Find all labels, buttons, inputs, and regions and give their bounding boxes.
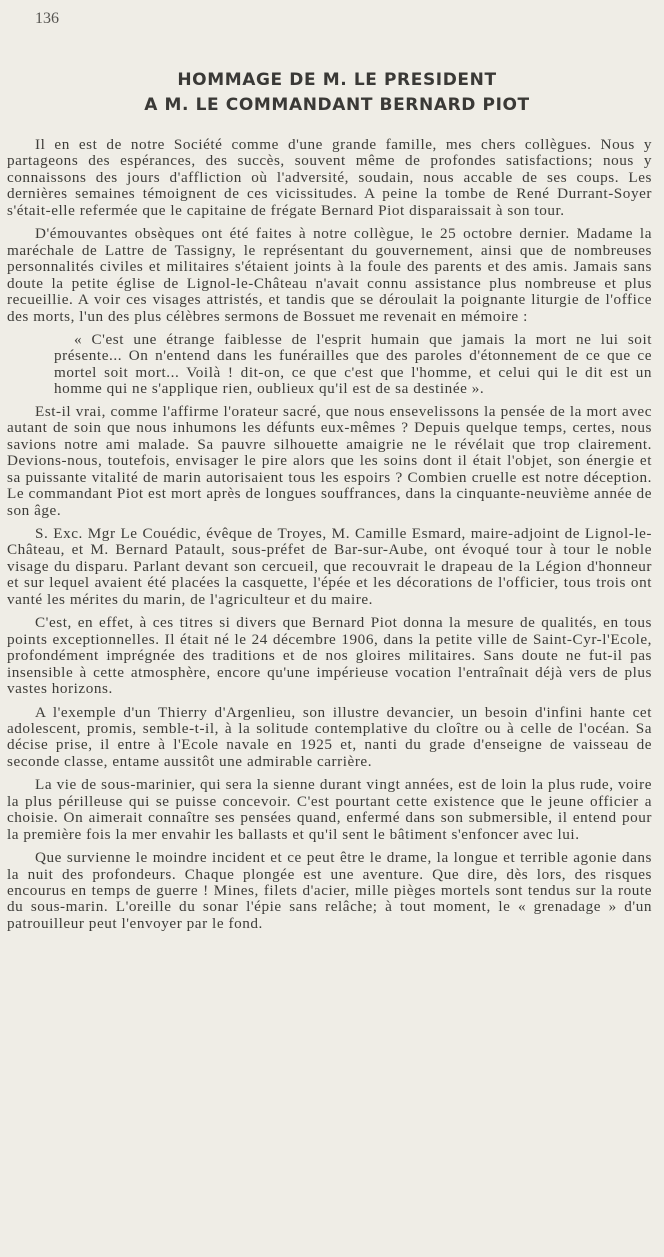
paragraph: Que survienne le moindre incident et ce peut être le drame, la longue et terrible agonie dans la nuit des profondeurs. Chaque plongée est une aventure. Que dire, dès lors, des risques encourus en temps de guerre ! Mines, filets d'acier, mille pièges mortels sont tendus sur la route du sous-marin. L'oreille du sonar l'épie sans relâche; à tout moment, le « grenadage » d'un patrouilleur peut l'envoyer par le fond. xyxy=(7,849,652,932)
paragraph: C'est, en effet, à ces titres si divers que Bernard Piot donna la mesure de qualités, en tous points exceptionnelles. Il était né le 24 décembre 1906, dans la petite ville de Saint-Cyr-l'Ecole, profondément imprégnée des traditions et de nos gloires militaires. Sans doute ne fut-il pas insensible à cette atmosphère, encore qu'une impérieuse vocation l'entraînait déjà vers de plus vastes horizons. xyxy=(7,614,652,698)
paragraph: S. Exc. Mgr Le Couédic, évêque de Troyes, M. Camille Esmard, maire-adjoint de Lignol-le-Château, et M. Bernard Patault, sous-préfet de Bar-sur-Aube, ont évoqué tour à tour le noble visage du disparu. Parlant devant son cercueil, que recouvrait le drapeau de la Légion d'honneur et sur lequel avaient été placées la casquette, l'épée et les décorations de l'officier, tous trois ont vanté les mérites du marin, de l'agriculteur et du maire. xyxy=(7,524,652,608)
paragraph: Il en est de notre Société comme d'une grande famille, mes chers collègues. Nous y partageons des espérances, des succès, souvent même de profondes satisfactions; nous y connaissons des jours d'affliction où l'adversité, soudain, nous accable de ses coups. Les dernières semaines témoignent de ces vicissitudes. A peine la tombe de René Durrant-Soyer s'était-elle refermée que le capitaine de frégate Bernard Piot disparaissait à son tour. xyxy=(7,136,652,219)
bossuet-quote: « C'est une étrange faiblesse de l'esprit humain que jamais la mort ne lui soit présente... On n'entend dans les funérailles que des paroles d'étonnement de ce que ce mortel soit mort... Voilà ! dit-on, ce que c'est que l'homme, et celui qui le dit est un homme qui ne s'applique rien, oublieux qu'il est de sa destinée ». xyxy=(54,330,652,398)
article-title-line-2: A M. LE COMMANDANT BERNARD PIOT xyxy=(144,95,530,115)
page-number: 136 xyxy=(35,10,59,27)
paragraph: Est-il vrai, comme l'affirme l'orateur sacré, que nous ensevelissons la pensée de la mort avec autant de soin que nous inhumons les défunts eux-mêmes ? Depuis quelque temps, certes, nous savions notre ami malade. Sa pauvre silhouette amaigrie ne le révélait que trop clairement. Devions-nous, toutefois, envisager le pire alors que les soins dont il était l'objet, son énergie et sa puissante vitalité de marin autorisaient tous les espoirs ? Combien cruelle est notre déception. Le commandant Piot est mort après de longues souffrances, dans la cinquante-neuvième année de son âge. xyxy=(7,402,652,519)
article-body xyxy=(7,137,652,939)
article-title-line-1: HOMMAGE DE M. LE PRESIDENT xyxy=(177,70,497,90)
paragraph: La vie de sous-marinier, qui sera la sienne durant vingt années, est de loin la plus rude, voire la plus périlleuse qui se puisse concevoir. C'est pourtant cette existence que le jeune officier a choisie. On aimerait connaître ses pensées quand, enfermé dans son submersible, il entend pour la première fois la mer envahir les ballasts et qu'il sent le bâtiment s'enfoncer avec lui. xyxy=(7,776,652,843)
paragraph: D'émouvantes obsèques ont été faites à notre collègue, le 25 octobre dernier. Madame la maréchale de Lattre de Tassigny, le représentant du gouvernement, ainsi que de nombreuses personnalités civiles et militaires s'étaient joints à la foule des parents et des amis. Jamais sans doute la petite église de Lignol-le-Château n'avait connu assistance plus nombreuse et plus recueillie. A voir ces visages attristés, et tandis que se déroulait la poignante liturgie de l'office des morts, l'un des plus célèbres sermons de Bossuet me revenait en mémoire : xyxy=(7,225,652,325)
paragraph: A l'exemple d'un Thierry d'Argenlieu, son illustre devancier, un besoin d'infini hante cet adolescent, promis, semble-t-il, à la solitude contemplative du cloître ou à celle de l'océan. Sa décise prise, il entre à l'Ecole navale en 1925 et, nanti du grade d'enseigne de vaisseau de seconde classe, entame aussitôt une admirable carrière. xyxy=(7,703,652,770)
